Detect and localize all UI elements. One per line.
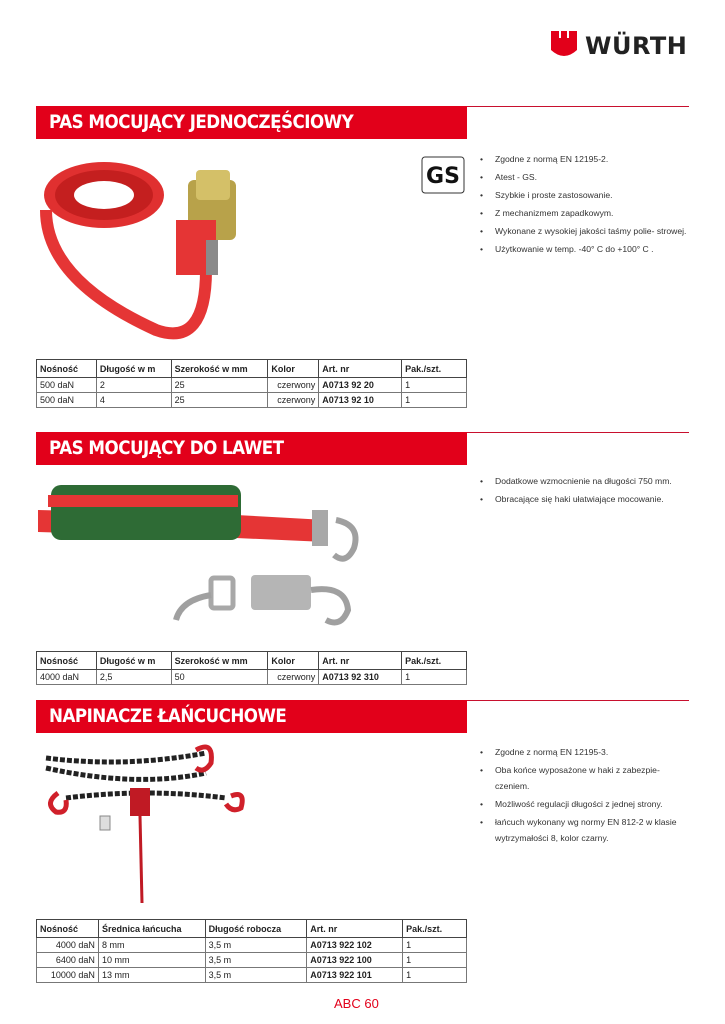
column-header: Pak./szt. <box>402 652 467 670</box>
table-cell: A0713 92 10 <box>319 393 402 408</box>
table-cell: 1 <box>403 953 467 968</box>
feature-item: • Zgodne z normą EN 12195-3. <box>480 744 690 760</box>
column-header: Pak./szt. <box>402 360 467 378</box>
feature-item: • Użytkowanie w temp. -40° C do +100° C . <box>480 241 690 257</box>
feature-item: • Obracające się haki ułatwiające mocowanie. <box>480 491 690 507</box>
column-header: Długość w m <box>96 360 171 378</box>
column-header: Art. nr <box>319 652 402 670</box>
column-header: Szerokość w mm <box>171 652 268 670</box>
wurth-logo-icon <box>549 28 579 62</box>
table-cell: 6400 daN <box>37 953 99 968</box>
table-row <box>37 968 467 983</box>
section-1-title: PAS MOCUJĄCY JEDNOCZĘŚCIOWY <box>49 111 354 133</box>
tow-strap-product-image <box>36 470 366 630</box>
gs-certification-icon <box>420 155 466 195</box>
section-3-features <box>480 744 690 848</box>
table-cell: 13 mm <box>98 968 205 983</box>
feature-item: • Dodatkowe wzmocnienie na długości 750 mm. <box>480 473 690 489</box>
table-row <box>37 938 467 953</box>
table-cell: 10 mm <box>98 953 205 968</box>
table-cell: 8 mm <box>98 938 205 953</box>
table-cell: 4000 daN <box>37 938 99 953</box>
table-cell: 50 <box>171 670 268 685</box>
column-header: Pak./szt. <box>403 920 467 938</box>
feature-item: • Szybkie i proste zastosowanie. <box>480 187 690 203</box>
table-header-row <box>37 652 467 670</box>
feature-item: • łańcuch wykonany wg normy EN 812-2 w klasie wytrzymałości 8, kolor czarny. <box>480 814 690 846</box>
table-cell: 10000 daN <box>37 968 99 983</box>
table-cell: czerwony <box>268 378 319 393</box>
section-2-features <box>480 473 690 509</box>
feature-item: • Oba końce wyposażone w haki z zabezpie- czeniem. <box>480 762 690 794</box>
table-cell: czerwony <box>268 670 319 685</box>
table-cell: 2,5 <box>96 670 171 685</box>
column-header: Nośność <box>37 360 97 378</box>
table-cell: czerwony <box>268 393 319 408</box>
table-cell: 4 <box>96 393 171 408</box>
column-header: Długość robocza <box>205 920 307 938</box>
table-row <box>37 393 467 408</box>
section-3-title: NAPINACZE ŁAŃCUCHOWE <box>49 705 287 727</box>
strap-product-image <box>36 150 276 345</box>
column-header: Szerokość w mm <box>171 360 268 378</box>
section-1-features <box>480 151 690 259</box>
section-1-rule <box>467 106 689 107</box>
feature-item: • Z mechanizmem zapadkowym. <box>480 205 690 221</box>
table-cell: 500 daN <box>37 393 97 408</box>
table-row <box>37 378 467 393</box>
table-cell: A0713 922 102 <box>307 938 403 953</box>
column-header: Długość w m <box>96 652 171 670</box>
svg-text:GS: GS <box>426 164 460 189</box>
section-3-rule <box>467 700 689 701</box>
column-header: Nośność <box>37 920 99 938</box>
column-header: Kolor <box>268 360 319 378</box>
section-2-title: PAS MOCUJĄCY DO LAWET <box>49 437 284 459</box>
section-2-spec-table <box>36 651 467 685</box>
wurth-logo <box>549 28 691 64</box>
table-cell: 1 <box>402 378 467 393</box>
table-cell: 1 <box>403 938 467 953</box>
chain-tensioner-product-image <box>36 738 266 908</box>
table-header-row <box>37 360 467 378</box>
table-cell: 1 <box>402 670 467 685</box>
section-3-title-bar <box>36 700 467 733</box>
table-cell: A0713 92 310 <box>319 670 402 685</box>
column-header: Średnica łańcucha <box>98 920 205 938</box>
table-cell: A0713 92 20 <box>319 378 402 393</box>
brand-name: WÜRTH <box>585 32 688 60</box>
table-cell: A0713 922 101 <box>307 968 403 983</box>
section-3-spec-table <box>36 919 467 983</box>
table-cell: 3,5 m <box>205 938 307 953</box>
page-number: ABC 60 <box>334 996 379 1011</box>
table-row <box>37 670 467 685</box>
table-cell: 1 <box>402 393 467 408</box>
section-2-rule <box>467 432 689 433</box>
table-header-row <box>37 920 467 938</box>
column-header: Kolor <box>268 652 319 670</box>
table-cell: 500 daN <box>37 378 97 393</box>
feature-item: • Wykonane z wysokiej jakości taśmy polie- strowej. <box>480 223 690 239</box>
table-cell: A0713 922 100 <box>307 953 403 968</box>
column-header: Art. nr <box>319 360 402 378</box>
table-cell: 25 <box>171 378 268 393</box>
section-1-spec-table <box>36 359 467 408</box>
section-2-title-bar <box>36 432 467 465</box>
table-cell: 25 <box>171 393 268 408</box>
table-cell: 3,5 m <box>205 953 307 968</box>
table-cell: 3,5 m <box>205 968 307 983</box>
section-1-title-bar <box>36 106 467 139</box>
feature-item: • Atest - GS. <box>480 169 690 185</box>
table-cell: 1 <box>403 968 467 983</box>
table-row <box>37 953 467 968</box>
table-cell: 4000 daN <box>37 670 97 685</box>
feature-item: • Zgodne z normą EN 12195-2. <box>480 151 690 167</box>
table-cell: 2 <box>96 378 171 393</box>
column-header: Nośność <box>37 652 97 670</box>
feature-item: • Możliwość regulacji długości z jednej strony. <box>480 796 690 812</box>
column-header: Art. nr <box>307 920 403 938</box>
